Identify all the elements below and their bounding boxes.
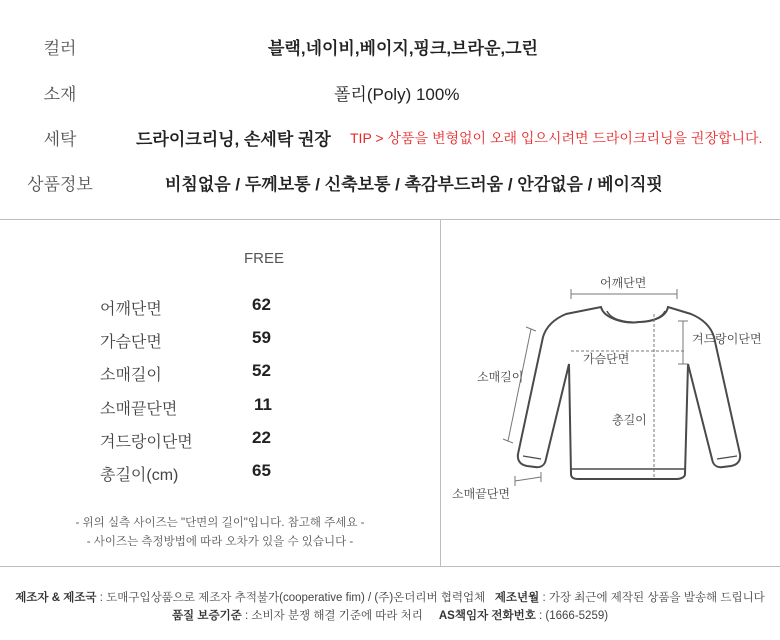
- size-row: [0, 425, 440, 453]
- size-row-name: 가슴단면: [100, 334, 162, 351]
- product-info-label: 상품정보: [27, 175, 93, 194]
- wash-value: 드라이크리닝, 손세탁 권장: [136, 130, 331, 149]
- size-row-value: 59: [252, 328, 271, 347]
- size-row: [0, 458, 440, 486]
- wash-label: 세탁: [43, 130, 77, 149]
- diagram-label-sleeve: 소매길이: [477, 370, 524, 384]
- material-value: 폴리(Poly) 100%: [334, 85, 460, 104]
- footer-as-value: : (1666-5259): [539, 610, 609, 622]
- footer-line-1: [0, 589, 780, 605]
- footer-as-label: AS책임자 전화번호: [438, 610, 536, 622]
- diagram-label-cuff: 소매끝단면: [452, 487, 510, 501]
- wash-tip: TIP > 상품을 변형없이 오래 입으시려면 드라이크리닝을 권장합니다.: [350, 130, 763, 146]
- size-row-value: 62: [252, 295, 271, 314]
- size-row-name: 겨드랑이단면: [100, 434, 193, 451]
- size-row: [0, 325, 440, 353]
- size-row-name: 어깨단면: [100, 301, 162, 318]
- size-row: [0, 392, 440, 420]
- diagram-label-armpit: 겨드랑이단면: [692, 332, 762, 346]
- footer-date-value: : 가장 최근에 제작된 상품을 발송해 드립니다: [542, 592, 765, 604]
- color-label: 컬러: [43, 39, 77, 58]
- diagram-label-length: 총길이: [612, 413, 647, 427]
- info-row-wash: [0, 121, 780, 151]
- info-row-product-info: [0, 166, 780, 196]
- size-row-name: 총길이(cm): [100, 467, 179, 484]
- info-row-color: [0, 30, 780, 60]
- size-row: [0, 292, 440, 320]
- product-info-value: 비침없음 / 두께보통 / 신축보통 / 촉감부드러움 / 안감없음 / 베이직핏: [165, 175, 663, 194]
- size-row-name: 소매길이: [100, 367, 162, 384]
- footer-quality-label: 품질 보증기준: [171, 610, 242, 622]
- size-row-name: 소매끝단면: [100, 401, 178, 418]
- footer-line-2: [0, 607, 780, 623]
- footer-date-label: 제조년월: [494, 592, 540, 604]
- footer-maker-label: 제조자 & 제조국: [15, 592, 97, 604]
- size-row-value: 65: [252, 461, 271, 480]
- footer-maker-value: : 도매구입상품으로 제조자 추적불가(cooperative fim) / (주)온더리버 협력업체: [99, 592, 486, 604]
- size-row: [0, 358, 440, 386]
- diagram-label-chest: 가슴단면: [583, 352, 630, 366]
- info-row-material: [0, 76, 780, 106]
- size-notice-2: - 사이즈는 측정방법에 따라 오차가 있을 수 있습니다 -: [86, 536, 354, 548]
- color-value: 블랙,네이비,베이지,핑크,브라운,그린: [268, 39, 538, 58]
- size-row-value: 22: [252, 428, 271, 447]
- sweater-illustration: [441, 219, 780, 566]
- garment-diagram: [441, 219, 780, 566]
- divider-bottom: [0, 566, 780, 567]
- diagram-label-shoulder: 어깨단면: [600, 276, 647, 290]
- material-label: 소재: [43, 85, 77, 104]
- size-notice-1: - 위의 실측 사이즈는 "단면의 길이"입니다. 참고해 주세요 -: [75, 517, 365, 529]
- size-row-value: 11: [254, 395, 272, 414]
- size-row-value: 52: [252, 361, 271, 380]
- footer-quality-value: : 소비자 분쟁 해결 기준에 따라 처리: [245, 610, 423, 622]
- size-table-header: FREE: [244, 250, 285, 267]
